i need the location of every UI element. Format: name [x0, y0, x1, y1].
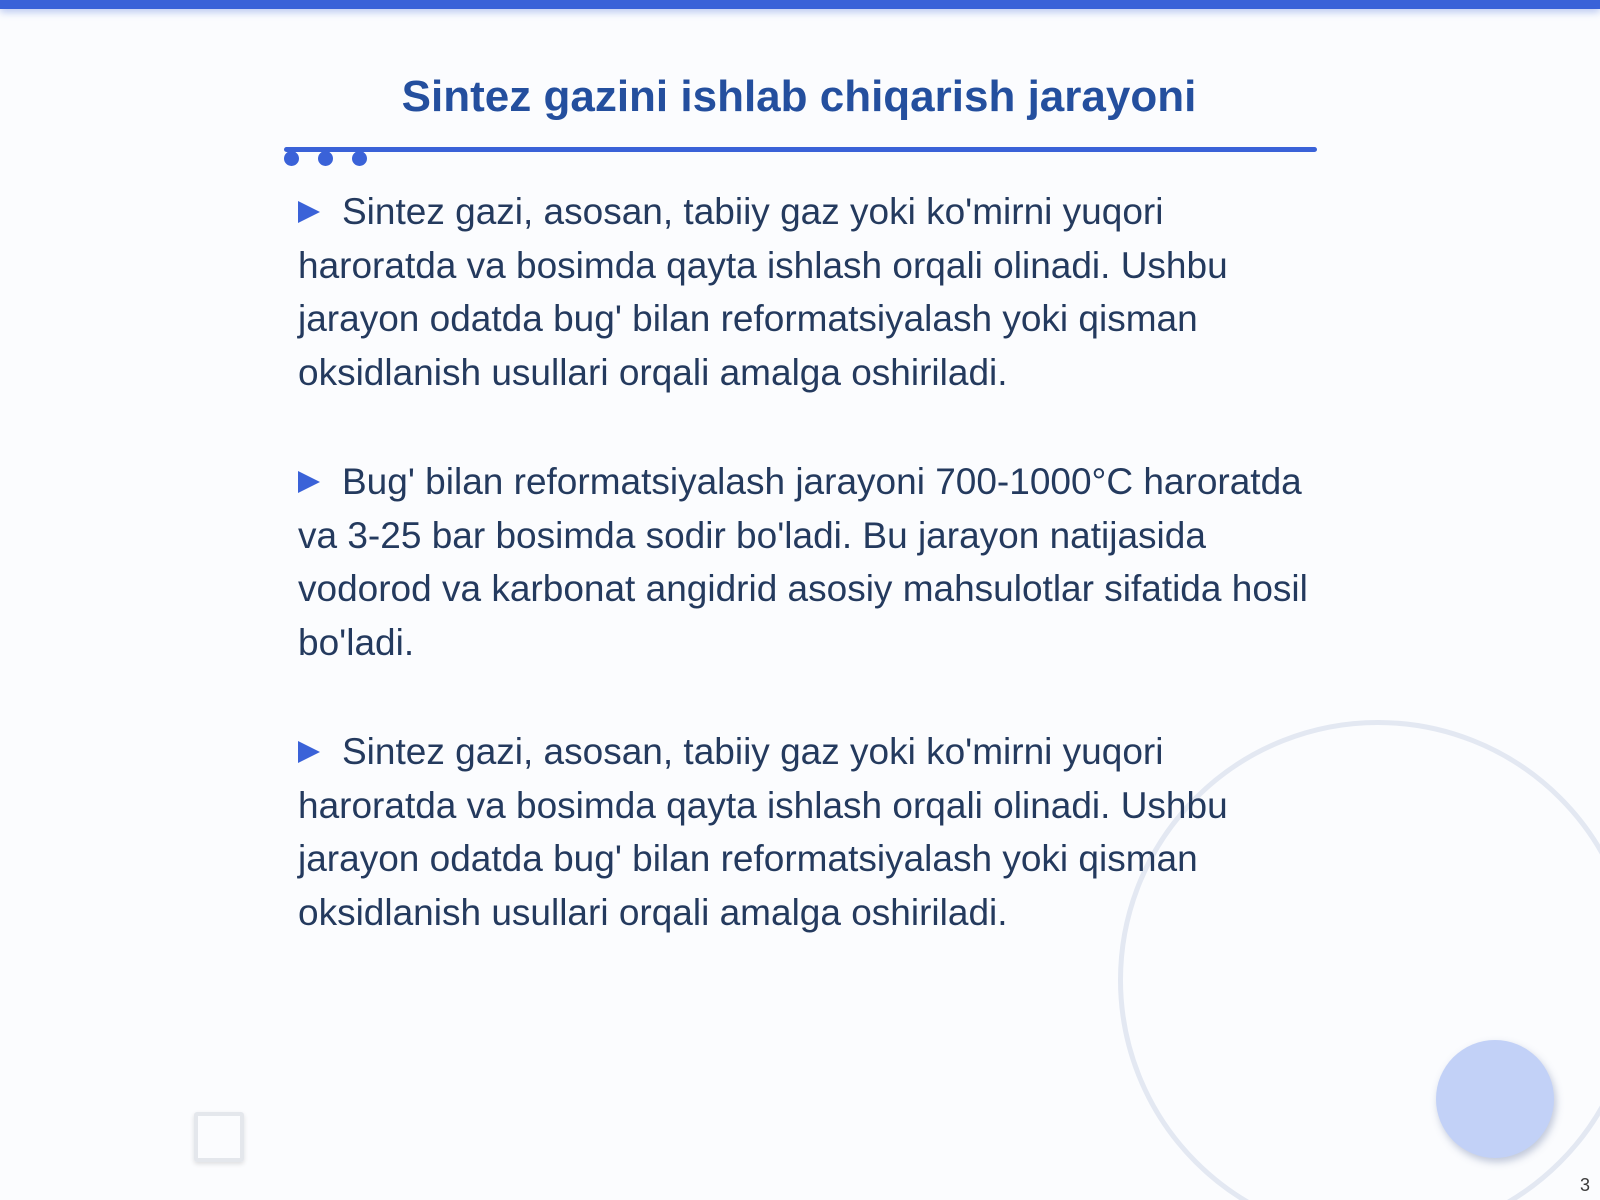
triangle-bullet-icon: [298, 471, 320, 493]
paragraph-text: Bug' bilan reformatsiyalash jarayoni 700-1000°C haroratda va 3-25 bar bosimda sodir bo'ladi. Bu jarayon natijasida vodorod va karbonat angidrid asosiy mahsulotlar sifatida hosil bo'ladi.: [298, 461, 1308, 663]
underline-dot-1: [284, 151, 299, 166]
bullet-paragraph-3: [298, 725, 1308, 939]
underline-dot-2: [318, 151, 333, 166]
slide-body: [298, 185, 1308, 995]
triangle-bullet-icon: [298, 741, 320, 763]
paragraph-text: Sintez gazi, asosan, tabiiy gaz yoki ko'mirni yuqori haroratda va bosimda qayta ishlash orqali olinadi. Ushbu jarayon odatda bug' bilan reformatsiyalash yoki qisman oksidlanish usullari orqali amalga oshiriladi.: [298, 731, 1228, 933]
page-number: 3: [1579, 1175, 1590, 1195]
triangle-bullet-icon: [298, 201, 320, 223]
bullet-paragraph-2: [298, 455, 1308, 669]
paragraph-text: Sintez gazi, asosan, tabiiy gaz yoki ko'mirni yuqori haroratda va bosimda qayta ishlash orqali olinadi. Ushbu jarayon odatda bug' bilan reformatsiyalash yoki qisman oksidlanish usullari orqali amalga oshiriladi.: [298, 191, 1228, 393]
bullet-paragraph-1: [298, 185, 1308, 399]
top-accent-bar: [0, 0, 1600, 9]
slide-title: Sintez gazini ishlab chiqarish jarayoni: [401, 72, 1197, 121]
decorative-square: [194, 1112, 244, 1162]
title-underline: [284, 147, 1317, 152]
underline-dot-3: [352, 151, 367, 166]
decorative-circle: [1436, 1040, 1554, 1158]
